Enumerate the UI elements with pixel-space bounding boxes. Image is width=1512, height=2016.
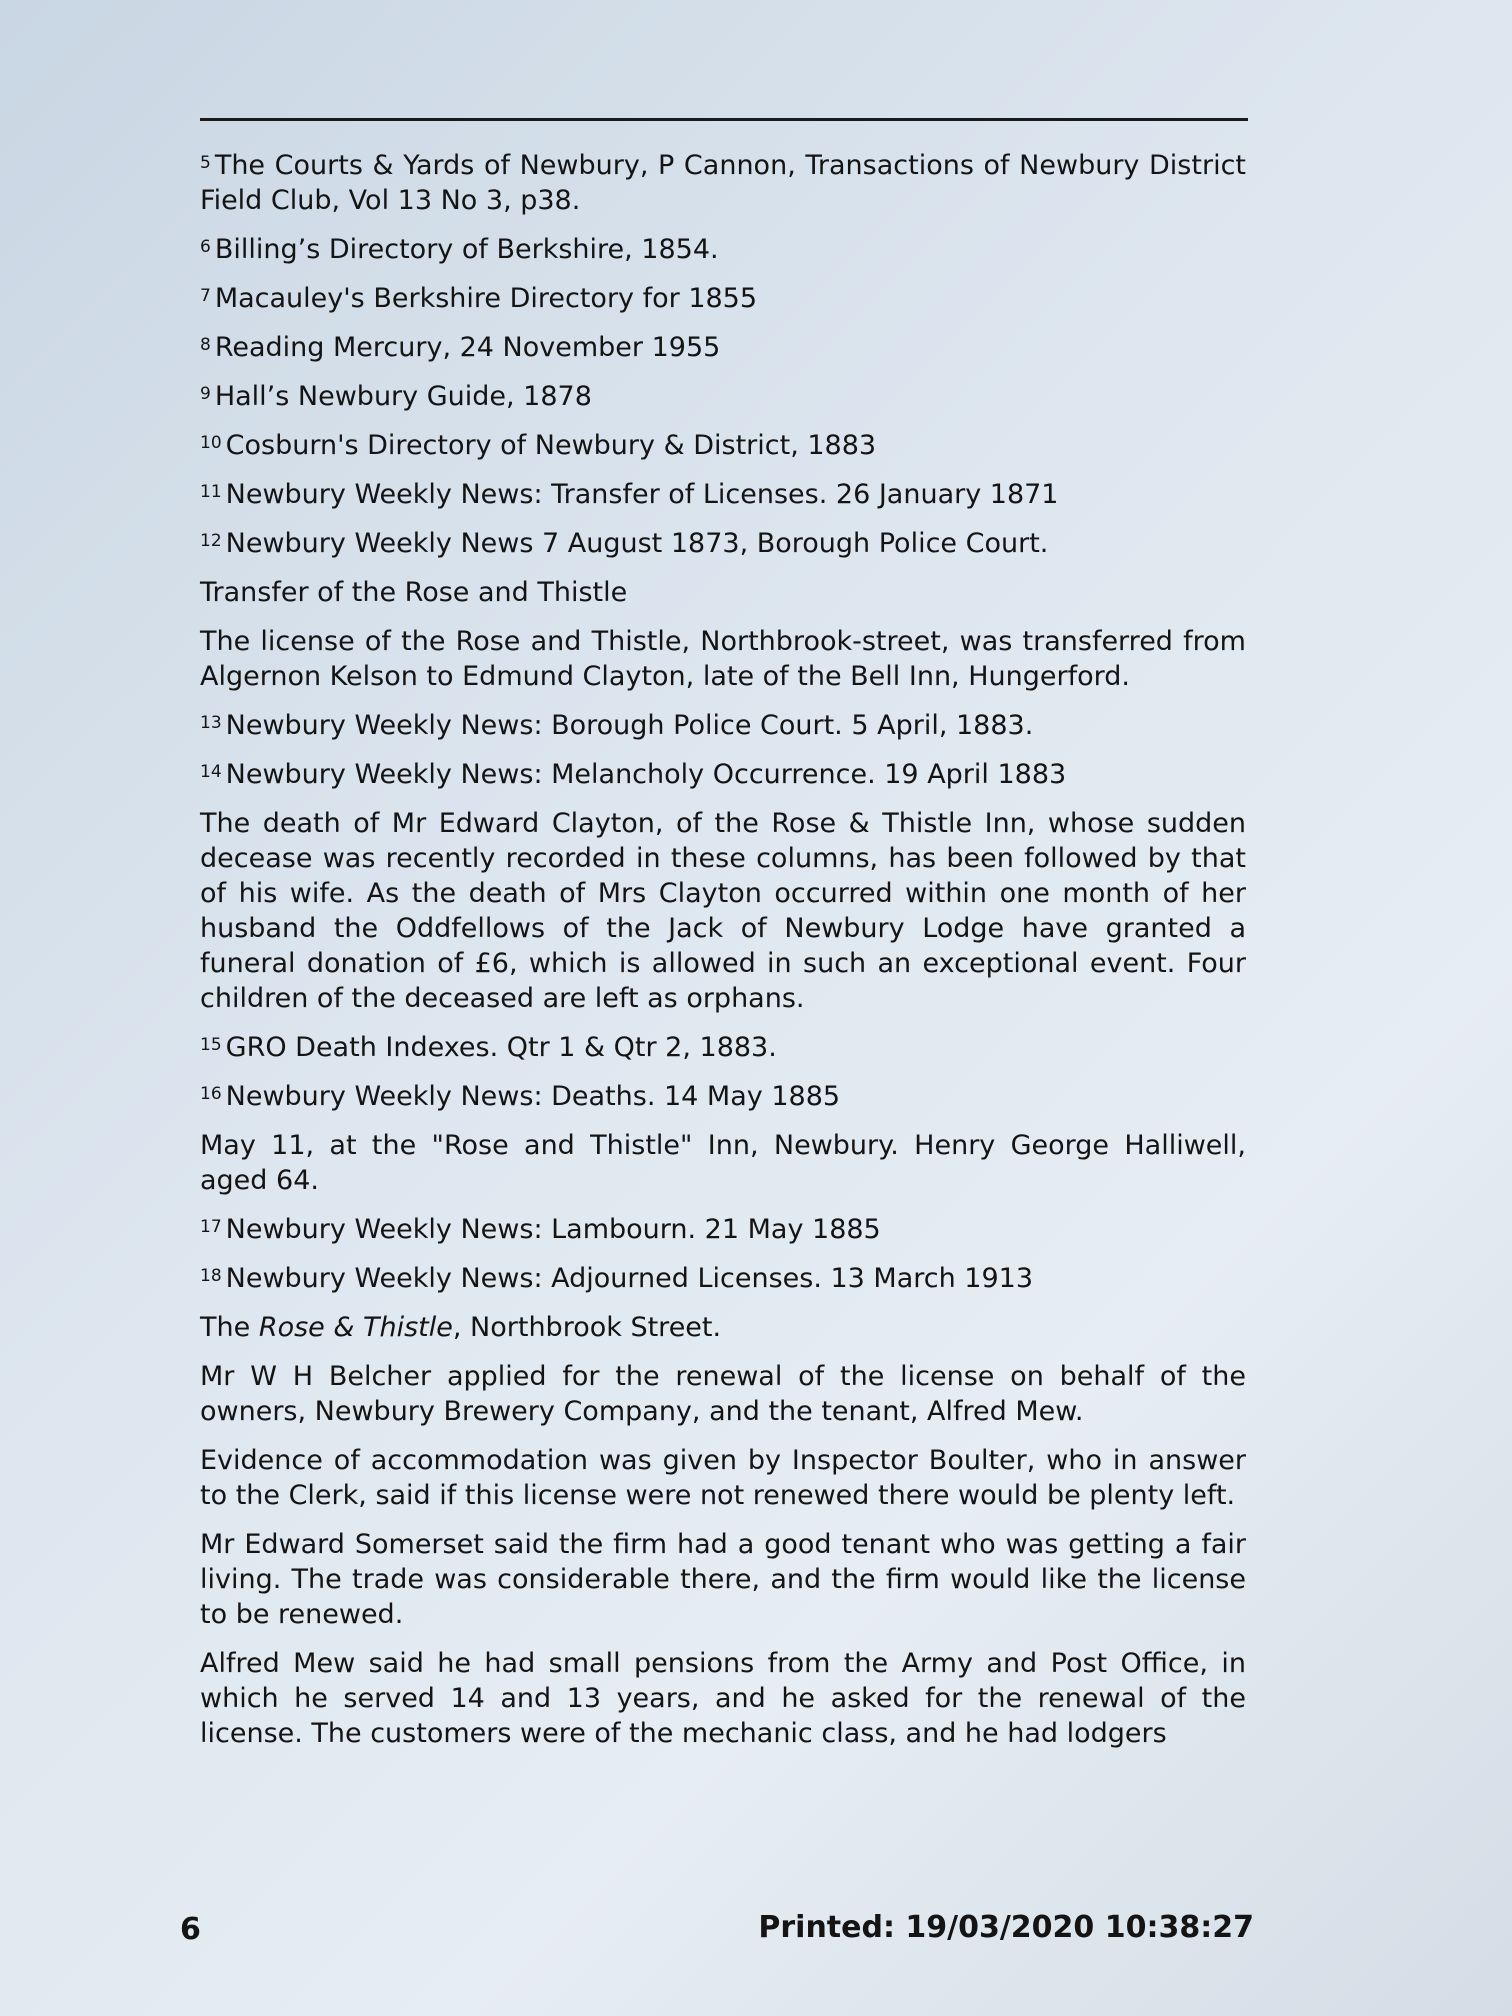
footnote-7: $^7$ Macauley's Berkshire Directory for 1855 — [200, 283, 758, 314]
footnote-12: $^{12}$ Newbury Weekly News 7 August 1873, Borough Police Court. — [200, 528, 1049, 559]
note18-para-1: Mr W H Belcher applied for the renewal of the license on behalf of the owners, Newbury Brewery Company, and the tenant, Alfred Mew. — [200, 1361, 1246, 1427]
footnote-14: $^{14}$ Newbury Weekly News: Melancholy Occurrence. 19 April 1883 — [200, 759, 1067, 790]
note18-para-2: Evidence of accommodation was given by Inspector Boulter, who in answer to the Clerk, said if this license were not renewed there would be plenty left. — [200, 1445, 1246, 1511]
footnote-13: $^{13}$ Newbury Weekly News: Borough Police Court. 5 April, 1883. — [200, 710, 1034, 741]
printed-timestamp: Printed: 19/03/2020 10:38:27 — [758, 1910, 1254, 1945]
footnote-15: $^{15}$ GRO Death Indexes. Qtr 1 & Qtr 2, 1883. — [200, 1032, 777, 1063]
page-number: 6 — [180, 1912, 201, 1947]
note16-body: May 11, at the "Rose and Thistle" Inn, Newbury. Henry George Halliwell, aged 64. — [200, 1130, 1246, 1196]
header-rule — [200, 118, 1248, 121]
footnote-11: $^{11}$ Newbury Weekly News: Transfer of Licenses. 26 January 1871 — [200, 479, 1059, 510]
footnote-18: $^{18}$ Newbury Weekly News: Adjourned Licenses. 13 March 1913 — [200, 1263, 1034, 1294]
footnote-10: $^{10}$ Cosburn's Directory of Newbury & District, 1883 — [200, 430, 877, 461]
footnote-16: $^{16}$ Newbury Weekly News: Deaths. 14 May 1885 — [200, 1081, 841, 1112]
note12-body: The license of the Rose and Thistle, Northbrook-street, was transferred from Algernon Kelson to Edmund Clayton, late of the Bell Inn, Hungerford. — [200, 626, 1246, 692]
note14-body: The death of Mr Edward Clayton, of the Rose & Thistle Inn, whose sudden decease was recently recorded in these columns, has been followed by that of his wife. As the death of Mrs Clayton occurred within one month of her husband the Oddfellows of the Jack of Newbury Lodge have granted a funeral donation of £6, which is allowed in such an exceptional event. Four children of the deceased are left as orphans. — [200, 808, 1246, 1014]
footnote-17: $^{17}$ Newbury Weekly News: Lambourn. 21 May 1885 — [200, 1214, 881, 1245]
footnote-5: $^5$ The Courts & Yards of Newbury, P Cannon, Transactions of Newbury District Field Club, Vol 13 No 3, p38. — [200, 150, 1246, 216]
note18-title: The Rose & Thistle, Northbrook Street. — [200, 1312, 722, 1343]
note18-para-3: Mr Edward Somerset said the firm had a good tenant who was getting a fair living. The trade was considerable there, and the firm would like the license to be renewed. — [200, 1529, 1246, 1630]
footnotes-section — [200, 148, 1246, 1765]
note18-para-4: Alfred Mew said he had small pensions from the Army and Post Office, in which he served 14 and 13 years, and he asked for the renewal of the license. The customers were of the mechanic class, and he had lodgers — [200, 1648, 1246, 1749]
footnote-8: $^8$ Reading Mercury, 24 November 1955 — [200, 332, 721, 363]
footnote-6: $^6$ Billing’s Directory of Berkshire, 1854. — [200, 234, 719, 265]
footnote-9: $^9$ Hall’s Newbury Guide, 1878 — [200, 381, 592, 412]
note12-heading: Transfer of the Rose and Thistle — [200, 577, 628, 608]
